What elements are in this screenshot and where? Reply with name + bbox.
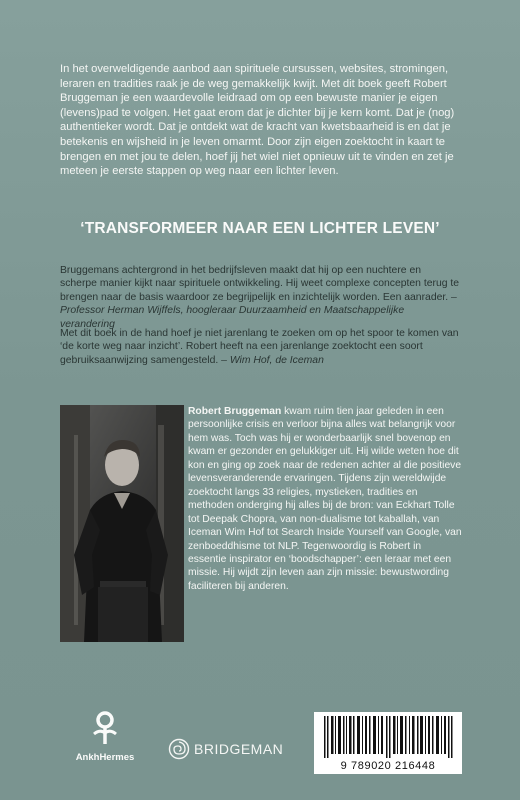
quote-text: Bruggemans achtergrond in het bedrijfsleven maakt dat hij op een nuchtere en scherpe manier kijkt naar spirituele ontwikkeling. Hij weet complexe concepten terug te brengen naar de basis waardoor ze begrijpelijk en inzichtelijk worden. Een aanrader. [60,265,460,303]
brand-name: BRIDGEMAN [194,741,284,757]
quote-attribution: – Wim Hof, de Iceman [218,354,324,366]
endorsement-quote-1 [60,264,460,331]
publisher-logo [75,711,135,763]
ankh-hermes-logo-icon [90,711,120,745]
bridgeman-spiral-icon [168,738,190,760]
author-bio [188,405,462,593]
barcode-bars [322,716,454,758]
intro-paragraph: In het overweldigende aanbod aan spirituele cursussen, websites, stromingen, leraren en tradities raak je de weg gemakkelijk kwijt. Met dit boek geeft Robert Bruggeman je een waardevolle leidraad om op een bewuste manier je eigen (levens)pad te volgen. Het gaat erom dat je dichter bij je kern komt. Dat je (nog) authentieker wordt. Dat je ontdekt wat de kracht van kwetsbaarheid is en dat je betekenis en wijsheid in je leven omarmt. Door zijn eigen zoektocht in kaart te brengen en met jou te delen, hoef jij het wiel niet opnieuw uit te vinden en zet je meteen je eerste stappen op weg naar een lichter leven. [60,63,455,178]
cover-headline: ‘TRANSFORMEER NAAR EEN LICHTER LEVEN’ [80,220,440,237]
author-name: Robert Bruggeman [188,406,282,417]
endorsement-quote-2 [60,327,460,367]
publisher-name: AnkhHermes [75,752,135,763]
author-bio-text: kwam ruim tien jaar geleden in een persoonlijke crisis en verloor bijna alles wat belangrijk voor hem was. Toch was hij er wonderbaarlijk snel bovenop en kwam er gezonder en gelukkiger uit. Hij wilde weten hoe dit kon en ging op zoek naar de redenen achter al die positieve levensveranderende ervaringen. Tijdens zijn wereldwijde zoektocht langs 33 religies, mystieken, tradities en methoden onderging hij alles bij de bron: van Eckhart Tolle tot Deepak Chopra, van non-dualisme tot kaballah, van Iceman Wim Hof tot Search Inside Yourself van Google, van zenboeddhisme tot NLP. Tegenwoordig is Robert in essentie inspirator en ‘boodschapper’: een leraar met een missie. Hij wijdt zijn leven aan zijn missie: bewustwording faciliteren bij anderen. [188,406,462,592]
isbn-number: 9 789020 216448 [340,760,436,772]
brand-logo [168,738,283,760]
quote-text: Met dit boek in de hand hoef je niet jarenlang te zoeken om op het spoor te komen van ‘de korte weg naar inzicht’. Robert heeft na een jarenlange zoektocht een soort gebruiksaanwijzing samengesteld. [60,328,459,366]
quote-attribution: – Professor Herman Wijffels, hoogleraar Duurzaamheid en Maatschappelijke verandering [60,291,457,330]
isbn-barcode [314,712,462,774]
author-photo [60,405,184,642]
